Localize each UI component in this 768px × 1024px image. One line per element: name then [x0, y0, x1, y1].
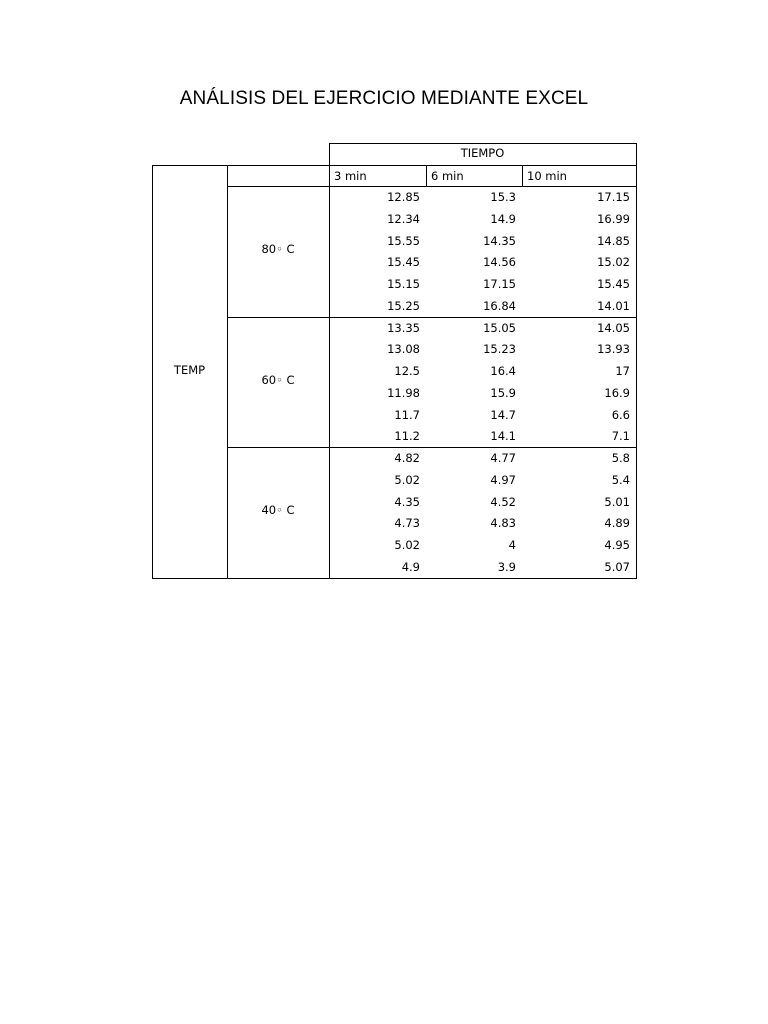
table-cell: 4.97	[490, 472, 516, 487]
table-cell: 6.6	[611, 407, 630, 422]
table-cell: 15.55	[387, 233, 420, 248]
table-cell: 14.35	[483, 233, 516, 248]
border-top-tiempo	[329, 143, 637, 144]
table-cell: 4.9	[401, 559, 420, 574]
column-header: 6 min	[431, 169, 464, 183]
table-cell: 4	[508, 538, 516, 552]
table-cell: 15.15	[387, 277, 420, 291]
table-cell: 16.84	[483, 298, 516, 313]
table-cell: 14.7	[490, 407, 516, 422]
page-title: ANÁLISIS DEL EJERCICIO MEDIANTE EXCEL	[179, 88, 589, 109]
column-header: 10 min	[527, 169, 567, 183]
border-subheader-bottom	[227, 186, 637, 187]
table-cell: 4.82	[394, 451, 420, 465]
table-cell: 16.4	[490, 364, 516, 378]
border-subheader-top	[152, 165, 637, 166]
table-cell: 4.35	[394, 494, 420, 509]
temperature-group-label: 60◦ C	[261, 372, 295, 387]
border-col-10min-header	[522, 165, 523, 186]
table-cell: 15.45	[387, 255, 420, 270]
table-cell: 15.9	[490, 385, 516, 400]
table-cell: 15.45	[597, 277, 630, 291]
table-cell: 14.01	[597, 298, 630, 313]
table-cell: 17	[615, 364, 630, 378]
table-cell: 5.07	[604, 559, 630, 574]
table-cell: 11.7	[394, 407, 420, 422]
table-cell: 4.89	[604, 516, 630, 531]
table-cell: 16.99	[597, 211, 630, 226]
table-cell: 14.56	[483, 255, 516, 270]
tiempo-header: TIEMPO	[460, 146, 505, 160]
column-header: 3 min	[334, 169, 367, 183]
table-cell: 3.9	[497, 559, 516, 574]
border-bottom-outer	[152, 578, 637, 579]
table-cell: 16.9	[604, 385, 630, 400]
table-cell: 14.9	[490, 211, 516, 226]
table-cell: 13.08	[387, 342, 420, 357]
table-cell: 13.35	[387, 320, 420, 335]
table-cell: 5.02	[394, 472, 420, 487]
table-cell: 5.8	[611, 451, 630, 465]
table-cell: 15.3	[490, 190, 516, 204]
border-group-separator	[227, 447, 637, 448]
table-cell: 17.15	[597, 190, 630, 204]
border-col-6min-header	[426, 165, 427, 186]
table-cell: 4.73	[394, 516, 420, 531]
table-cell: 5.02	[394, 538, 420, 552]
temp-row-header: TEMP	[173, 363, 206, 378]
table-cell: 12.34	[387, 211, 420, 226]
table-cell: 17.15	[483, 277, 516, 291]
table-cell: 4.77	[490, 451, 516, 465]
table-cell: 12.5	[394, 364, 420, 378]
table-cell: 4.52	[490, 494, 516, 509]
table-cell: 15.05	[483, 320, 516, 335]
temperature-group-label: 40◦ C	[261, 503, 295, 518]
table-cell: 4.95	[604, 538, 630, 552]
table-cell: 13.93	[597, 342, 630, 357]
table-cell: 15.02	[597, 255, 630, 270]
table-cell: 5.4	[611, 472, 630, 487]
table-cell: 15.23	[483, 342, 516, 357]
border-right-tiempo	[636, 143, 637, 165]
table-cell: 14.85	[597, 233, 630, 248]
border-right-outer	[636, 165, 637, 579]
table-cell: 4.83	[490, 516, 516, 531]
table-cell: 14.05	[597, 320, 630, 335]
temperature-group-label: 80◦ C	[261, 242, 295, 257]
table-cell: 11.2	[394, 429, 420, 444]
table-cell: 7.1	[611, 429, 630, 444]
table-cell: 11.98	[387, 385, 420, 400]
table-cell: 14.1	[490, 429, 516, 444]
table-cell: 15.25	[387, 298, 420, 313]
table-cell: 5.01	[604, 494, 630, 509]
border-group-separator	[227, 317, 637, 318]
table-cell: 12.85	[387, 190, 420, 204]
